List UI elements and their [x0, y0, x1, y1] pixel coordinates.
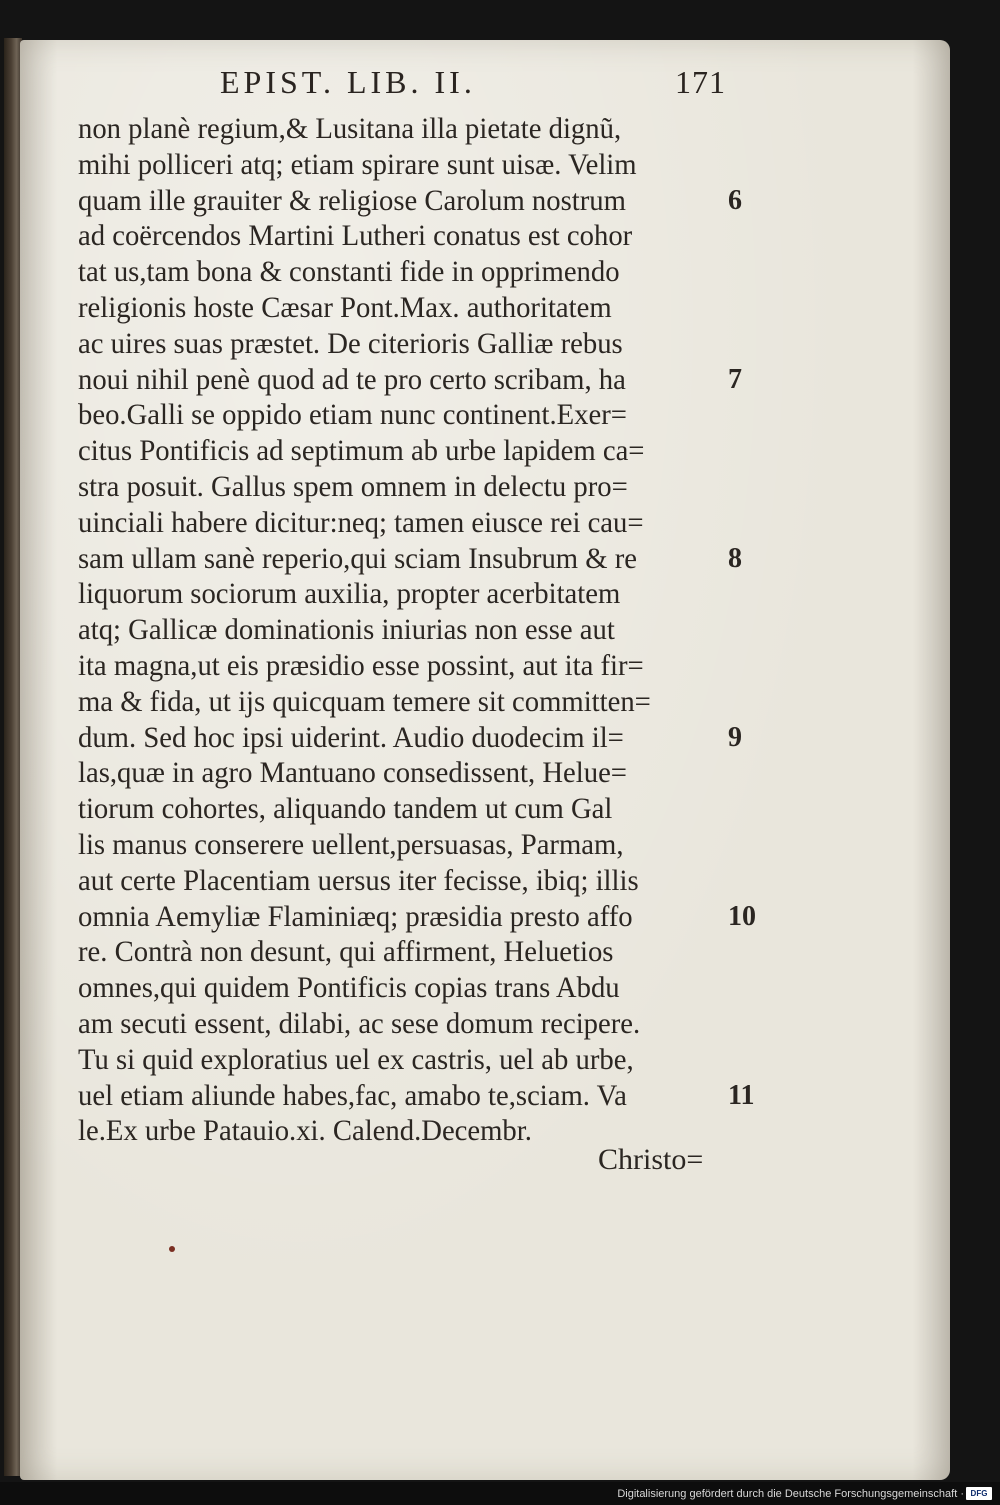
page-number: 171: [675, 64, 726, 100]
margin-number: 11: [728, 1079, 755, 1111]
text-line: aut certe Placentiam uersus iter fecisse, ibiq; illis: [78, 863, 639, 897]
text-line: liquorum sociorum auxilia, propter acerbitatem: [78, 577, 621, 611]
text-line: Tu si quid exploratius uel ex castris, uel ab urbe,: [78, 1042, 634, 1076]
margin-number: 7: [728, 363, 742, 395]
text-line: citus Pontificis ad septimum ab urbe lapidem ca=: [78, 434, 645, 468]
body-text: [78, 111, 758, 1149]
margin-number: 10: [728, 900, 756, 932]
text-line: am secuti essent, dilabi, ac sese domum recipere.: [78, 1006, 641, 1040]
funding-credit: Digitalisierung gefördert durch die Deutsche Forschungsgemeinschaft ·: [617, 1488, 964, 1500]
text-line: stra posuit. Gallus spem omnem in delectu pro=: [78, 469, 628, 503]
text-line: ma & fida, ut ijs quicquam temere sit committen=: [78, 684, 651, 718]
margin-number: 8: [728, 542, 742, 574]
text-line: tiorum cohortes, aliquando tandem ut cum Gal: [78, 792, 613, 826]
text-line: omnia Aemyliæ Flaminiæq; præsidia presto affo: [78, 899, 633, 933]
margin-number: 6: [728, 184, 742, 216]
running-title: EPIST. LIB. II.: [220, 64, 476, 100]
text-line: uinciali habere dicitur:neq; tamen eiusce rei cau=: [78, 505, 644, 539]
text-line: mihi polliceri atq; etiam spirare sunt uisæ. Velim: [78, 147, 637, 181]
text-line: ad coërcendos Martini Lutheri conatus est cohor: [78, 219, 633, 253]
text-line: dum. Sed hoc ipsi uiderint. Audio duodecim il=: [78, 720, 624, 754]
text-line: re. Contrà non desunt, qui affirment, Heluetios: [78, 935, 614, 969]
text-line: lis manus conserere uellent,persuasas, Parmam,: [78, 827, 624, 861]
ink-spot: [169, 1246, 175, 1252]
dfg-logo: DFG: [966, 1487, 992, 1500]
text-line: las,quæ in agro Mantuano consedissent, Helue=: [78, 756, 627, 790]
catchword: Christo=: [598, 1143, 704, 1176]
margin-number: 9: [728, 721, 742, 753]
text-line: uel etiam aliunde habes,fac, amabo te,sciam. Va: [78, 1078, 627, 1112]
text-line: tat us,tam bona & constanti fide in opprimendo: [78, 255, 620, 289]
text-line: beo.Galli se oppido etiam nunc continent.Exer=: [78, 398, 627, 432]
text-line: sam ullam sanè reperio,qui sciam Insubrum & re: [78, 541, 638, 575]
text-line: noui nihil penè quod ad te pro certo scribam, ha: [78, 362, 626, 396]
running-header: [220, 64, 760, 104]
text-line: atq; Gallicæ dominationis iniurias non esse aut: [78, 613, 615, 647]
text-line: ac uires suas præstet. De citerioris Galliæ rebus: [78, 326, 623, 360]
text-line: ita magna,ut eis præsidio esse possint, aut ita fir=: [78, 648, 644, 682]
text-line: quam ille grauiter & religiose Carolum nostrum: [78, 183, 626, 217]
text-line: religionis hoste Cæsar Pont.Max. authoritatem: [78, 290, 612, 324]
text-line: le.Ex urbe Patauio.xi. Calend.Decembr.: [78, 1114, 532, 1148]
text-line: non planè regium,& Lusitana illa pietate dignũ,: [78, 112, 622, 145]
text-line: omnes,qui quidem Pontificis copias trans Abdu: [78, 971, 620, 1005]
